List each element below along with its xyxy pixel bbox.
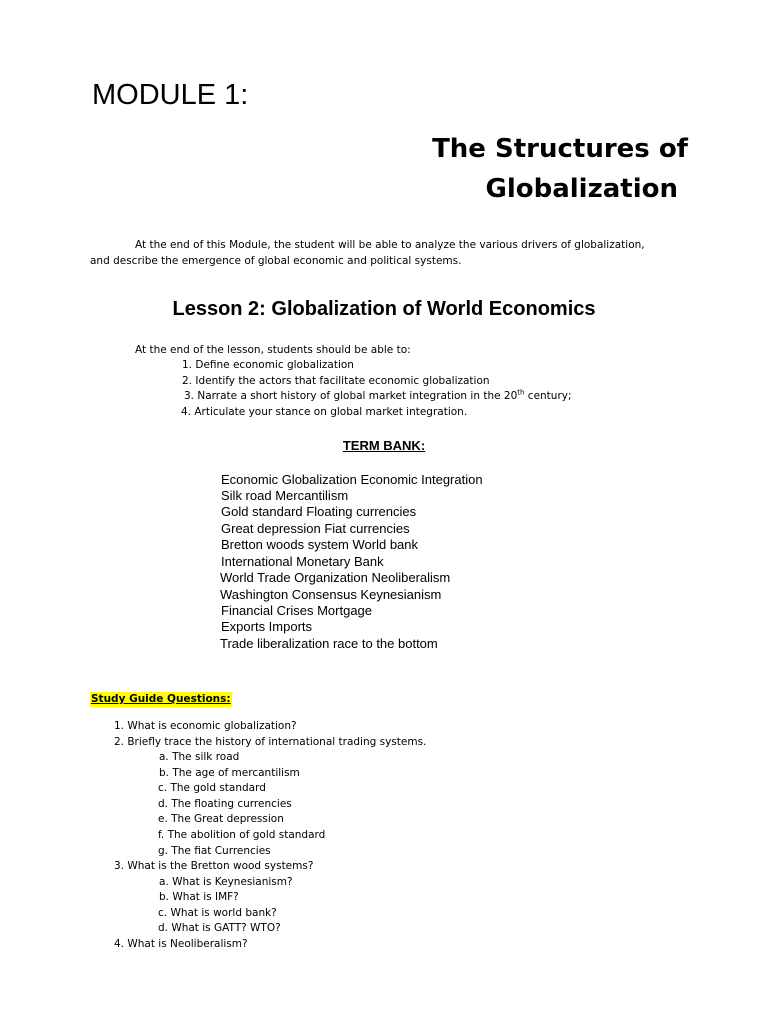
intro-paragraph-line-1: At the end of this Module, the student will be able to analyze the various drivers of globalization, xyxy=(135,239,645,251)
term-bank-row: Trade liberalization race to the bottom xyxy=(220,636,438,651)
study-guide-heading: Study Guide Questions: xyxy=(91,693,231,705)
term-bank-row: Economic Globalization Economic Integration xyxy=(221,472,483,487)
objective-item: 4. Articulate your stance on global market integration. xyxy=(181,406,468,418)
objective-item-3 xyxy=(184,389,572,404)
term-bank-row: International Monetary Bank xyxy=(221,554,384,569)
study-question: 2. Briefly trace the history of international trading systems. xyxy=(114,736,427,748)
objective-item: 1. Define economic globalization xyxy=(182,359,354,371)
objective-item: 2. Identify the actors that facilitate economic globalization xyxy=(182,375,490,387)
ordinal-suffix: th xyxy=(517,388,525,397)
objective-3-text-end: century; xyxy=(524,390,572,402)
term-bank-heading: TERM BANK: xyxy=(342,438,426,453)
study-subitem: d. The floating currencies xyxy=(158,798,292,810)
study-subitem: b. The age of mercantilism xyxy=(159,767,300,779)
lesson-title: Lesson 2: Globalization of World Economics xyxy=(172,298,596,320)
objectives-intro: At the end of the lesson, students should be able to: xyxy=(135,344,411,356)
study-subitem: a. The silk road xyxy=(159,751,240,763)
objective-3-text: 3. Narrate a short history of global market integration in the 20 xyxy=(184,390,518,402)
term-bank-row: World Trade Organization Neoliberalism xyxy=(220,570,451,585)
study-question: 1. What is economic globalization? xyxy=(114,720,297,732)
module-title-line-1: The Structures of xyxy=(432,134,688,164)
study-subitem: b. What is IMF? xyxy=(159,891,239,903)
study-subitem: c. The gold standard xyxy=(158,782,266,794)
study-subitem: g. The fiat Currencies xyxy=(158,845,271,857)
intro-paragraph-line-2: and describe the emergence of global economic and political systems. xyxy=(90,255,462,267)
term-bank-row: Washington Consensus Keynesianism xyxy=(220,587,442,602)
study-subitem: c. What is world bank? xyxy=(158,907,277,919)
term-bank-row: Great depression Fiat currencies xyxy=(221,521,410,536)
study-subitem: e. The Great depression xyxy=(158,813,284,825)
study-subitem: f. The abolition of gold standard xyxy=(158,829,326,841)
term-bank-row: Silk road Mercantilism xyxy=(221,488,349,503)
term-bank-row: Gold standard Floating currencies xyxy=(221,504,417,519)
study-question: 3. What is the Bretton wood systems? xyxy=(114,860,314,872)
term-bank-row: Bretton woods system World bank xyxy=(221,537,419,552)
term-bank-row: Exports Imports xyxy=(221,619,313,634)
study-subitem: a. What is Keynesianism? xyxy=(159,876,293,888)
study-subitem: d. What is GATT? WTO? xyxy=(158,922,281,934)
term-bank-row: Financial Crises Mortgage xyxy=(221,603,373,618)
study-question: 4. What is Neoliberalism? xyxy=(114,938,248,950)
module-title-line-2: Globalization xyxy=(485,174,678,204)
module-label: MODULE 1: xyxy=(92,79,249,111)
